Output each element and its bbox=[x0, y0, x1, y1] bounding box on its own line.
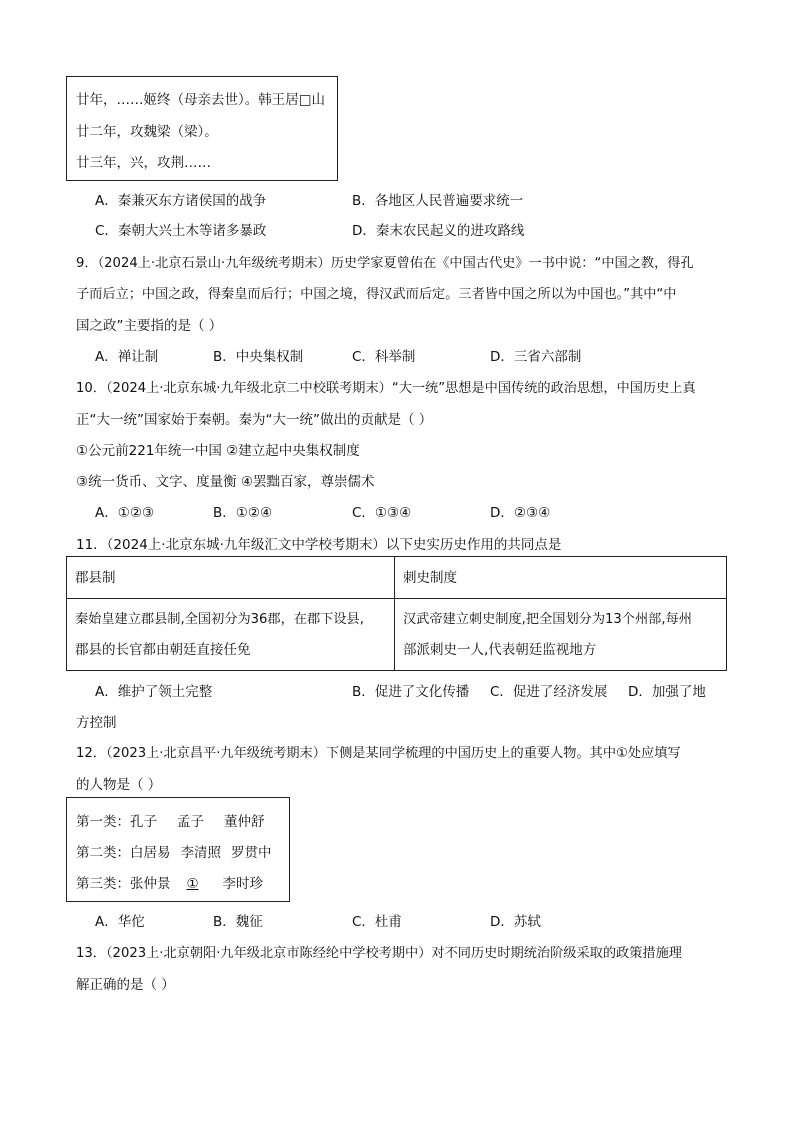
category-row-1 bbox=[76, 810, 265, 830]
category-label: 第三类： bbox=[76, 876, 130, 892]
comparison-table bbox=[66, 556, 727, 671]
person-name: 罗贯中 bbox=[231, 845, 272, 861]
category-row-2 bbox=[76, 841, 272, 861]
q9-stem-line-1: 9．（2024上·北京石景山·九年级统考期末）历史学家夏曾佑在《中国古代史》一书中说：“中国之教，得孔 bbox=[76, 256, 694, 271]
table-cell-inspector bbox=[395, 599, 727, 671]
source-line-3: 廿三年，兴，攻荆…… bbox=[76, 155, 211, 171]
q9-option-d[interactable]: D．三省六部制 bbox=[490, 349, 582, 365]
q13-stem-line-1: 13．（2023上·北京朝阳·九年级北京市陈经纶中学校考期中）对不同历史时期统治阶级采取的政策措施理 bbox=[76, 946, 682, 961]
source-line-1: 廿年，……姬终（母亲去世）。韩王居□山 bbox=[76, 92, 326, 108]
q9-option-a[interactable]: A．禅让制 bbox=[95, 349, 159, 365]
category-label: 第一类： bbox=[76, 814, 130, 830]
q9-option-b[interactable]: B．中央集权制 bbox=[213, 349, 304, 365]
q11-stem: 11．（2024上·北京东城·九年级汇文中学校考期末）以下史实历史作用的共同点是 bbox=[76, 537, 562, 553]
q9-stem-line-3: 国之政”主要指的是（ ） bbox=[76, 318, 223, 334]
person-name: 张仲景 bbox=[130, 876, 171, 892]
person-name: 李清照 bbox=[180, 845, 221, 861]
q11-option-a[interactable]: A．维护了领土完整 bbox=[95, 684, 213, 700]
q12-stem-line-1: 12．（2023上·北京昌平·九年级统考期末）下侧是某同学梳理的中国历史上的重要人物。其中①处应填写 bbox=[76, 746, 681, 761]
person-name: 孔子 bbox=[130, 814, 157, 830]
blank-marker: ① bbox=[186, 876, 199, 892]
q12-option-c[interactable]: C．杜甫 bbox=[352, 914, 402, 930]
table-header-prefecture: 郡县制 bbox=[67, 557, 395, 599]
q9-stem-line-2: 子而后立；中国之政，得秦皇而后行；中国之境，得汉武而后定。三者皆中国之所以为中国也。”其中“中 bbox=[76, 287, 677, 302]
q10-stem-line-1: 10．（2024上·北京东城·九年级北京二中校联考期末）“大一统”思想是中国传统的政治思想，中国历史上真 bbox=[76, 381, 696, 396]
q10-option-d[interactable]: D．②③④ bbox=[490, 505, 551, 521]
q10-item-line-1: ①公元前221年统一中国 ②建立起中央集权制度 bbox=[76, 443, 360, 459]
person-name: 董仲舒 bbox=[224, 814, 265, 830]
cell-line: 部派刺史一人,代表朝廷监视地方 bbox=[403, 641, 597, 658]
q10-option-b[interactable]: B．①②④ bbox=[213, 505, 273, 521]
table-header-inspector: 刺史制度 bbox=[395, 557, 727, 599]
cell-line: 汉武帝建立刺史制度,把全国划分为13个州部,每州 bbox=[403, 611, 692, 627]
q10-item-line-2: ③统一货币、文字、度量衡 ④罢黜百家，尊崇儒术 bbox=[76, 474, 375, 490]
q10-option-c[interactable]: C．①③④ bbox=[352, 505, 412, 521]
q8-option-a[interactable]: A．秦兼灭东方诸侯国的战争 bbox=[95, 193, 267, 209]
cell-line: 秦始皇建立郡县制,全国初分为36郡，在郡下设县, bbox=[75, 611, 364, 627]
category-label: 第二类： bbox=[76, 845, 130, 861]
q11-option-d-wrap: 方控制 bbox=[76, 715, 117, 731]
q11-option-b[interactable]: B．促进了文化传播 bbox=[352, 684, 470, 700]
q8-option-c[interactable]: C．秦朝大兴土木等诸多暴政 bbox=[95, 223, 267, 239]
q10-option-a[interactable]: A．①②③ bbox=[95, 505, 155, 521]
q12-stem-line-2: 的人物是（ ） bbox=[76, 777, 162, 793]
q9-option-c[interactable]: C．科举制 bbox=[352, 349, 416, 365]
q12-option-a[interactable]: A．华佗 bbox=[95, 914, 145, 930]
q8-option-d[interactable]: D．秦末农民起义的进攻路线 bbox=[352, 223, 525, 239]
person-name: 孟子 bbox=[177, 814, 204, 830]
q10-stem-line-2: 正“大一统”国家始于秦朝。秦为“大一统”做出的贡献是（ ） bbox=[76, 412, 433, 428]
source-line-2: 廿二年，攻魏梁（梁）。 bbox=[76, 124, 218, 140]
person-name: 李时珍 bbox=[222, 876, 263, 892]
cell-line: 郡县的长官都由朝廷直接任免 bbox=[75, 641, 251, 658]
person-name: 白居易 bbox=[130, 845, 171, 861]
q13-stem-line-2: 解正确的是（ ） bbox=[76, 977, 175, 993]
q12-option-b[interactable]: B．魏征 bbox=[213, 914, 263, 930]
q12-option-d[interactable]: D．苏轼 bbox=[490, 914, 541, 930]
q11-option-c[interactable]: C．促进了经济发展 bbox=[490, 684, 608, 700]
category-row-3 bbox=[76, 872, 263, 892]
q8-option-b[interactable]: B．各地区人民普遍要求统一 bbox=[352, 193, 524, 209]
q11-option-d[interactable]: D．加强了地 bbox=[628, 684, 706, 700]
table-cell-prefecture bbox=[67, 599, 395, 671]
